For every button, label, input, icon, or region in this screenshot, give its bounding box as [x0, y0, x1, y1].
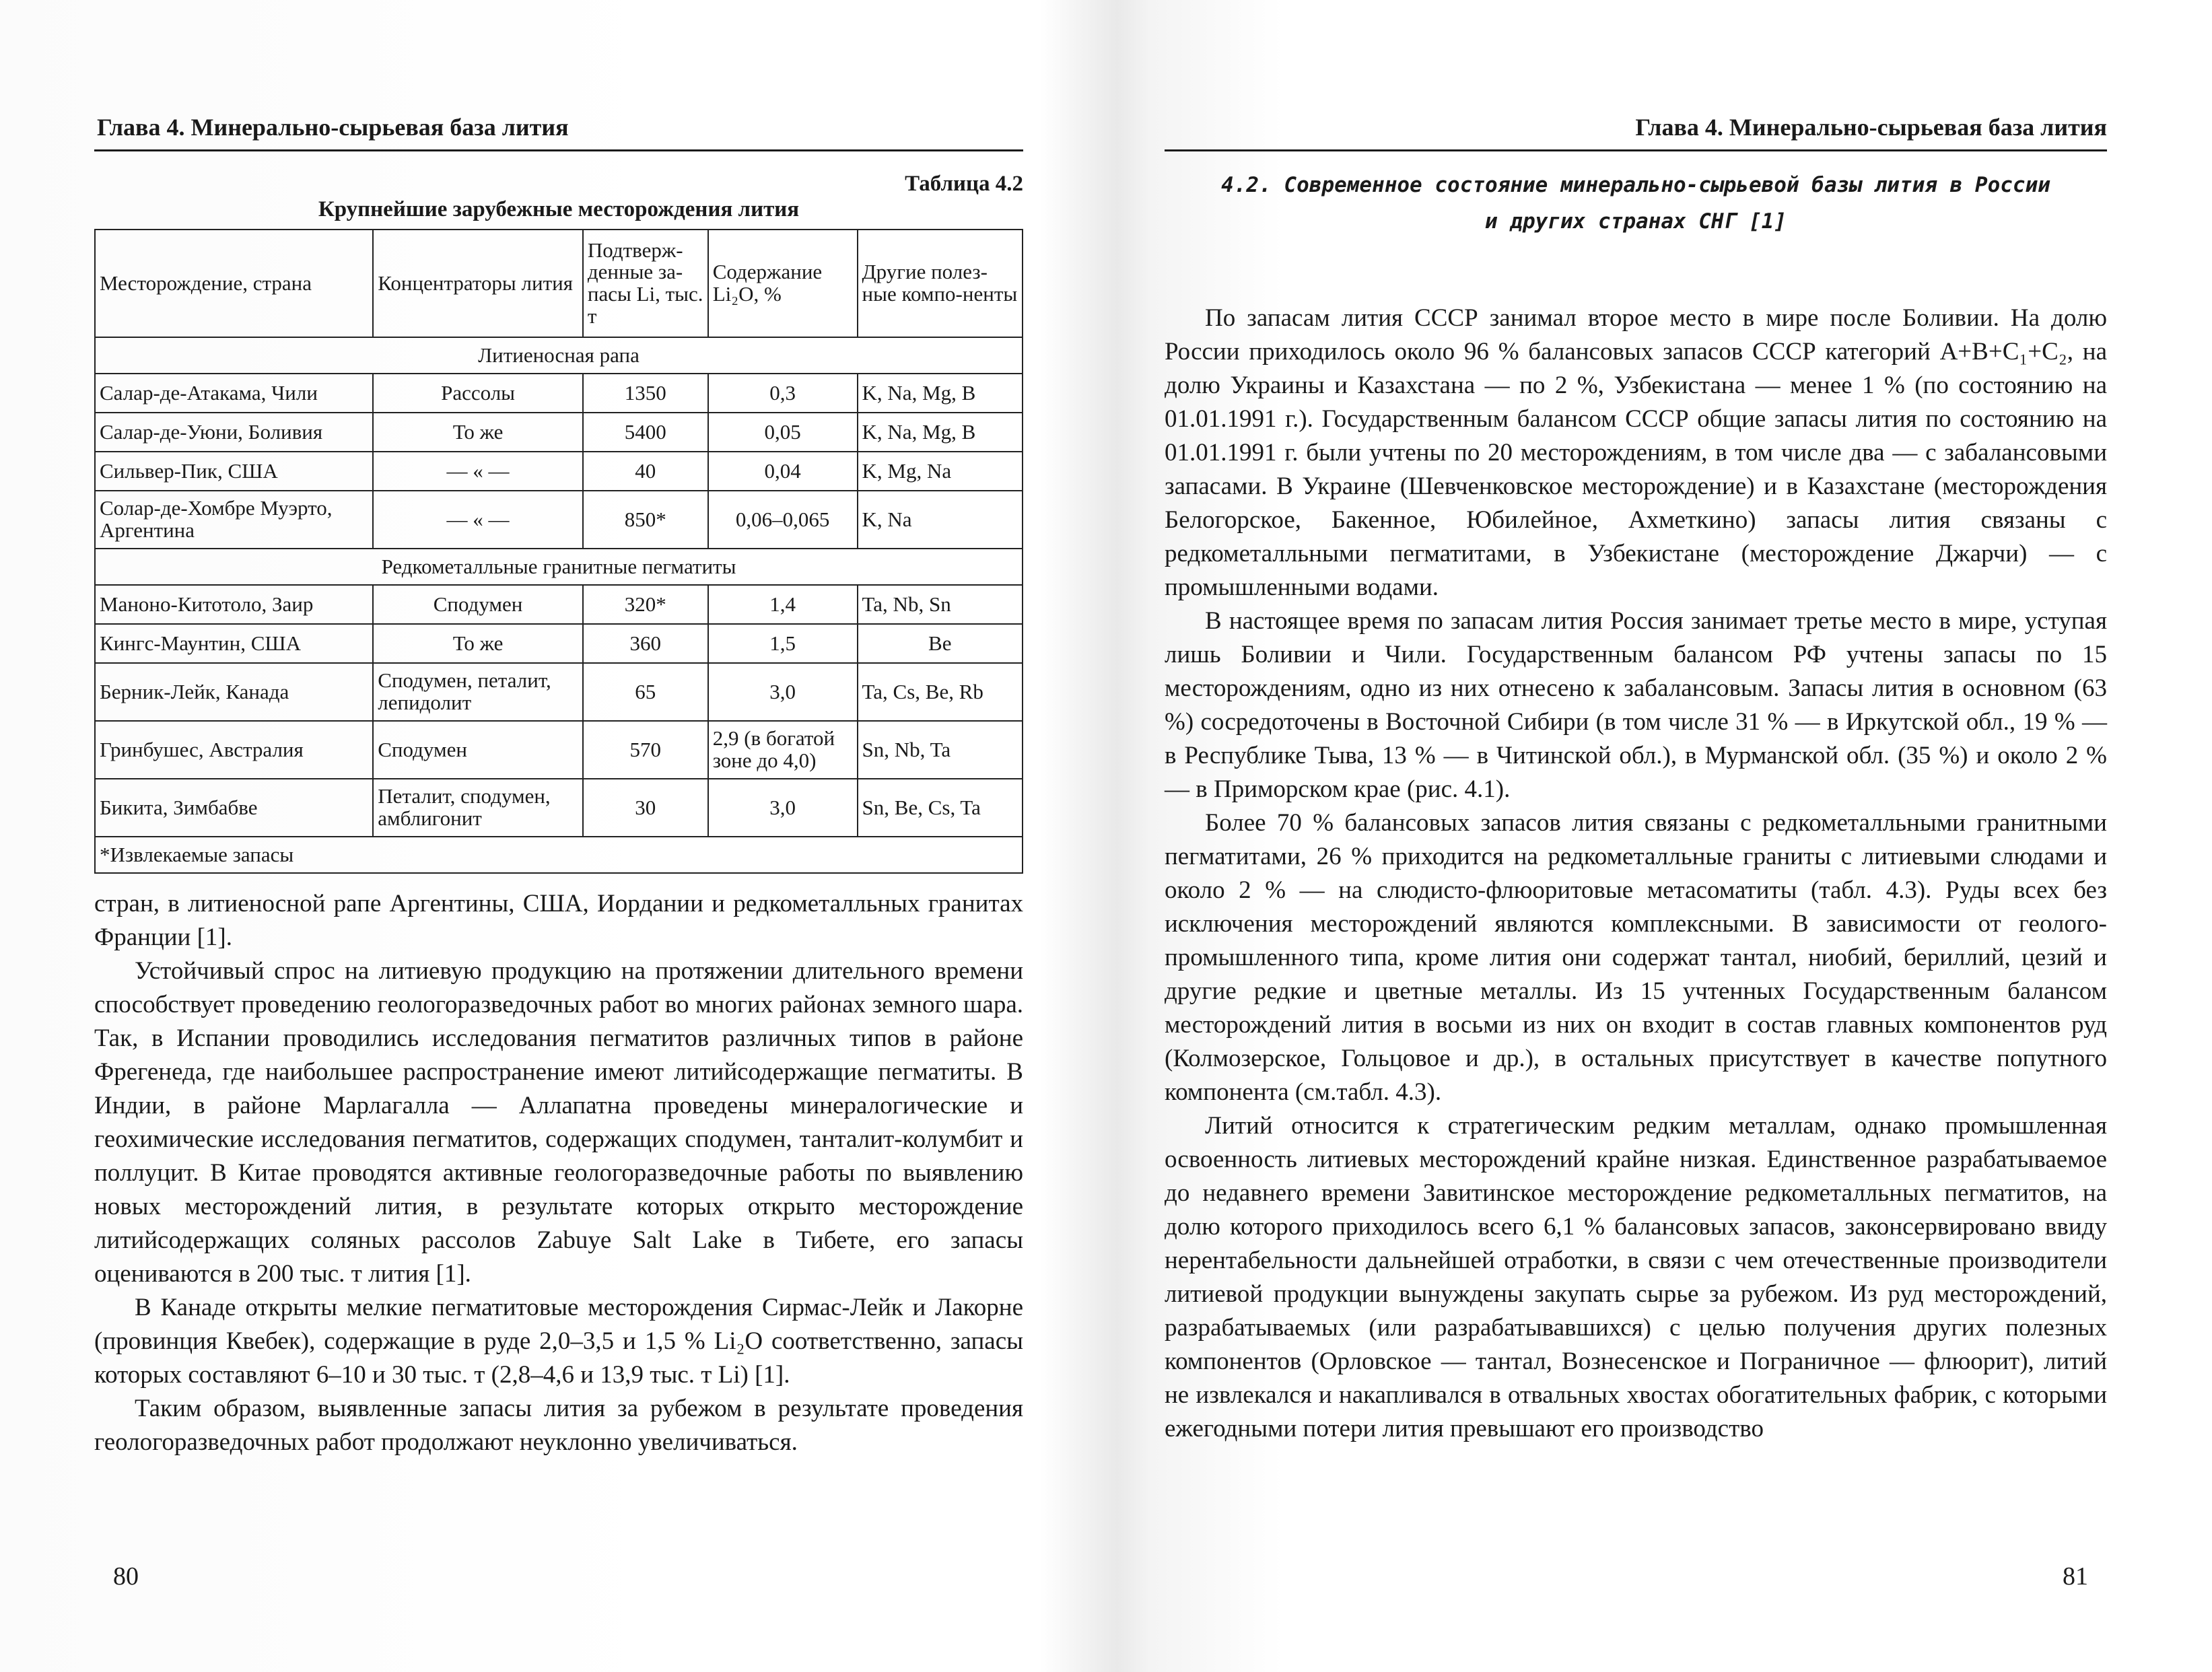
- cell: 320*: [583, 585, 708, 624]
- cell: Sn, Be, Cs, Ta: [858, 779, 1023, 837]
- cell: 3,0: [708, 663, 858, 721]
- cell: K, Na: [858, 491, 1023, 549]
- cell: Сподумен, петалит, лепидолит: [373, 663, 583, 721]
- cell: 0,06–0,065: [708, 491, 858, 549]
- paragraph: Устойчивый спрос на литиевую продукцию на протяжении длительного времени способствует проведению геологоразведочных работ во многих районах земного шара. Так, в Испании проводились исследования пегматитов различных типов в районе Фрегенеда, где наибольшее распространение имеют литийсодержащие пегматиты. В Индии, в районе Марлагалла — Аллапатна проведены минералогические и геохимические исследования пегматитов, содержащих сподумен, танталит-колумбит и поллуцит. В Китае проводятся активные геологоразведочные работы по выявлению новых месторождений лития, в результате которых открыто месторождение литийсодержащих соляных рассолов Zabuye Salt Lake в Тибете, его запасы оцениваются в 200 тыс. т лития [1].: [94, 957, 1023, 1288]
- section-heading: [1165, 167, 2107, 240]
- col-header: Подтверж-денные за-пасы Li, тыс. т: [583, 230, 708, 337]
- cell: — « —: [373, 452, 583, 491]
- table-row: [95, 585, 1023, 624]
- cell: — « —: [373, 491, 583, 549]
- running-head: Глава 4. Минерально-сырьевая база лития: [1635, 114, 2107, 141]
- col-header: Другие полез-ные компо-ненты: [858, 230, 1023, 337]
- cell: Петалит, сподумен, амблигонит: [373, 779, 583, 837]
- cell: Сподумен: [373, 585, 583, 624]
- cell: 570: [583, 721, 708, 779]
- cell: 3,0: [708, 779, 858, 837]
- cell: Кингс-Маунтин, США: [95, 624, 373, 663]
- cell: 1,5: [708, 624, 858, 663]
- cell: 0,04: [708, 452, 858, 491]
- table-header-row: [95, 230, 1023, 337]
- page-number: 81: [2063, 1562, 2088, 1591]
- cell: То же: [373, 624, 583, 663]
- cell: Бикита, Зимбабве: [95, 779, 373, 837]
- table-row: [95, 374, 1023, 413]
- group-row: [95, 337, 1023, 374]
- cell: Салар-де-Атакама, Чили: [95, 374, 373, 413]
- group-label: Редкометалльные гранитные пегматиты: [95, 549, 1023, 585]
- table-row: [95, 721, 1023, 779]
- cell: 1350: [583, 374, 708, 413]
- left-page: [94, 0, 1023, 1672]
- cell: То же: [373, 413, 583, 452]
- col-header: Содержание Li₂O, %: [708, 230, 858, 337]
- header-rule: [94, 149, 1023, 151]
- col-header: Концентраторы лития: [373, 230, 583, 337]
- table-row: [95, 779, 1023, 837]
- cell: 30: [583, 779, 708, 837]
- group-row: [95, 549, 1023, 585]
- table-label: Таблица 4.2: [905, 172, 1023, 196]
- deposits-table: [94, 229, 1023, 874]
- table-title: Крупнейшие зарубежные месторождения лития: [318, 197, 800, 221]
- cell: 40: [583, 452, 708, 491]
- cell: Солар-де-Хомбре Муэрто, Аргентина: [95, 491, 373, 549]
- cell: 5400: [583, 413, 708, 452]
- cell: Маноно-Китотоло, Заир: [95, 585, 373, 624]
- cell: Sn, Nb, Ta: [858, 721, 1023, 779]
- cell: 360: [583, 624, 708, 663]
- cell: 0,3: [708, 374, 858, 413]
- table-row: [95, 624, 1023, 663]
- section-heading-line: 4.2. Современное состояние минерально-сырьевой базы лития в России: [1221, 173, 2050, 197]
- group-label: Литиеносная рапа: [95, 337, 1023, 374]
- cell: Be: [858, 624, 1023, 663]
- table-row: [95, 663, 1023, 721]
- table-row: [95, 491, 1023, 549]
- paragraph: Более 70 % балансовых запасов лития связаны с редкометалльными гранитными пегматитами, 26 % приходится на редкометалльные граниты с литиевыми слюдами и около 2 % — на слюдисто-флюоритовые метасоматиты (табл. 4.3). Руды всех без исключения месторождений являются комплексными. В зависимости от геолого-промышленного типа, кроме лития они содержат тантал, ниобий, бериллий, цезий и другие редкие и цветные металлы. Из 15 учтенных Государственным балансом месторождений лития в восьми из них он входит в состав главных компонентов руд (Колмозерское, Гольцовое и др.), в остальных присутствует в качестве попутного компонента (см.табл. 4.3).: [1165, 809, 2107, 1106]
- cell: 1,4: [708, 585, 858, 624]
- paragraph: Таким образом, выявленные запасы лития за рубежом в результате проведения геологоразведочных работ продолжают неуклонно увеличиваться.: [94, 1395, 1023, 1456]
- paragraph: По запасам лития СССР занимал второе место в мире после Боливии. На долю России приходилось около 96 % балансовых запасов СССР категорий А+В+С₁+С₂, на долю Украины и Казахстана — по 2 %, Узбекистана — менее 1 % (по состоянию на 01.01.1991 г.). Государственным балансом СССР общие запасы лития по состоянию на 01.01.1991 г. были учтены по 20 месторождениям, в том числе два — с забалансовыми запасами. В Украине (Шевченковское месторождение) и в Казахстане (месторождения Белогорское, Бакенное, Юбилейное, Ахметкино) запасы лития связаны с редкометалльными пегматитами, в Узбекистане (месторождение Джарчи) — с промышленными водами.: [1165, 304, 2107, 601]
- cell: 2,9 (в богатой зоне до 4,0): [708, 721, 858, 779]
- cell: 65: [583, 663, 708, 721]
- cell: 0,05: [708, 413, 858, 452]
- header-rule: [1165, 149, 2107, 151]
- cell: Ta, Cs, Be, Rb: [858, 663, 1023, 721]
- paragraph: стран, в литиеносной рапе Аргентины, США, Иордании и редкометалльных гранитах Франции [1].: [94, 890, 1023, 951]
- cell: Берник-Лейк, Канада: [95, 663, 373, 721]
- paragraph: В настоящее время по запасам лития Россия занимает третье место в мире, уступая лишь Боливии и Чили. Государственным балансом РФ учтены запасы по 15 месторождениям, одно из них отнесено к забалансовым. Запасы лития в основном (63 %) сосредоточены в Восточной Сибири (в том числе 31 % — в Иркутской обл., 19 % — в Республике Тыва, 13 % — в Читинской обл.), в Мурманской обл. (35 %) и около 2 % — в Приморском крае (рис. 4.1).: [1165, 607, 2107, 803]
- cell: K, Na, Mg, B: [858, 413, 1023, 452]
- cell: Рассолы: [373, 374, 583, 413]
- cell: Ta, Nb, Sn: [858, 585, 1023, 624]
- running-head: Глава 4. Минерально-сырьевая база лития: [97, 114, 569, 141]
- paragraph: Литий относится к стратегическим редким металлам, однако промышленная освоенность литиевых месторождений крайне низкая. Единственное разрабатываемое до недавнего времени Завитинское месторождение редкометалльных пегматитов, на долю которого приходилось всего 6,1 % балансовых запасов, законсервировано ввиду нерентабельности дальнейшей отработки, в связи с чем отечественные производители литиевой продукции вынуждены закупать сырье за рубежом. Из руд месторождений, разрабатываемых (или разрабатывавшихся) с целью получения других полезных компонентов (Орловское — тантал, Вознесенское и Пограничное — флюорит), литий не извлекался и накапливался в отвальных хвостах обогатительных фабрик, с которыми ежегодными потери лития превышают его производство: [1165, 1112, 2107, 1442]
- table-row: [95, 452, 1023, 491]
- paragraph: В Канаде открыты мелкие пегматитовые месторождения Сирмас-Лейк и Лакорне (провинция Квебек), содержащие в руде 2,0–3,5 и 1,5 % Li₂O соответственно, запасы которых составляют 6–10 и 30 тыс. т (2,8–4,6 и 13,9 тыс. т Li) [1].: [94, 1294, 1023, 1389]
- page-number: 80: [113, 1562, 139, 1591]
- left-body-text: [94, 887, 1023, 1459]
- table-row: [95, 413, 1023, 452]
- right-body-text: [1165, 302, 2107, 1446]
- footnote-row: [95, 837, 1023, 873]
- col-header: Месторождение, страна: [95, 230, 373, 337]
- cell: K, Mg, Na: [858, 452, 1023, 491]
- cell: K, Na, Mg, B: [858, 374, 1023, 413]
- cell: 850*: [583, 491, 708, 549]
- cell: Сильвер-Пик, США: [95, 452, 373, 491]
- section-heading-line: и других странах СНГ [1]: [1485, 209, 1787, 234]
- cell: Сподумен: [373, 721, 583, 779]
- cell: Салар-де-Уюни, Боливия: [95, 413, 373, 452]
- right-page: [1165, 0, 2107, 1672]
- cell: Гринбушес, Австралия: [95, 721, 373, 779]
- table-footnote: *Извлекаемые запасы: [95, 837, 1023, 873]
